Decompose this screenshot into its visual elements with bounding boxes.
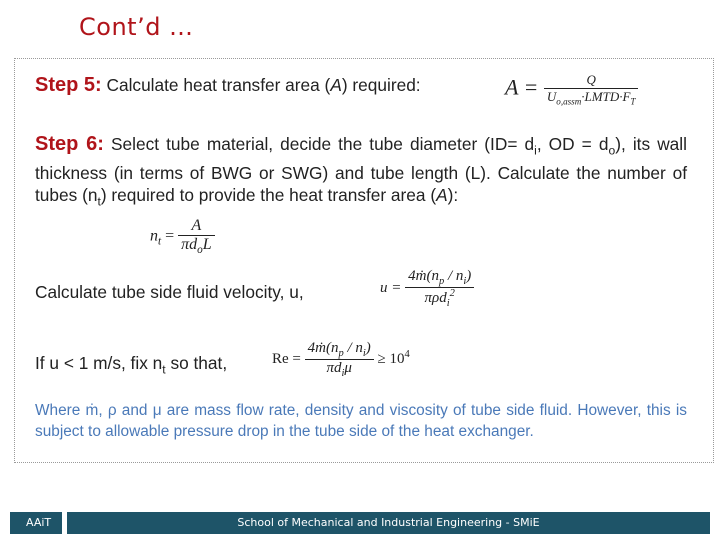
eq-tubes-denominator: $\pi d_oL$	[181, 236, 212, 257]
eq-velocity-numerator: $4ṁ(n_p / n_i)$	[405, 268, 474, 288]
step6-label: Step 6:	[35, 133, 104, 155]
step5-label: Step 5:	[35, 74, 102, 96]
step6-paragraph: Step 6: Select tube material, decide the tube diameter ($ID= d_i$, OD = $d_o$), its wall thickness (in terms of BWG or SWG) and tube length (L). Calculate the number of tubes $(n_t)$ required to provide the heat transfer area (A):	[35, 133, 687, 209]
eq-re-denominator: $\pi d_i\mu$	[326, 360, 352, 379]
equation-velocity: u = $\frac{4ṁ(n_p / n_i)}{\pi\rho d_i^2}$	[380, 268, 474, 309]
step5-var: A	[330, 75, 342, 95]
note-paragraph: Where ṁ, ρ and μ are mass flow rate, density and viscosity of tube side fluid. However, this is subject to allowable pressure drop in the tube side of the heat exchanger.	[35, 402, 687, 440]
footer-school: School of Mechanical and Industrial Engineering - SMiE	[67, 512, 710, 534]
equation-reynolds: Re = $\frac{4ṁ(n_p / n_i)}{\pi d_i\mu}$ ≥ $10^4$	[272, 340, 410, 379]
slide-title: Cont’d …	[79, 13, 194, 41]
eq-area-lhs: A =	[505, 74, 539, 100]
footer-org: AAiT	[10, 512, 62, 534]
eq-velocity-denominator: πρd$_i^2$	[424, 288, 455, 309]
step5-line	[35, 74, 421, 97]
step5-text-after: ) required:	[341, 75, 421, 95]
equation-tubes: $n_t$ = $\frac{A}{\pi d_oL}$	[150, 217, 215, 256]
fix-line: If u < 1 m/s, fix $n_t$ so that,	[35, 353, 228, 377]
equation-area	[505, 72, 638, 107]
eq-tubes-numerator: A	[178, 217, 215, 236]
velocity-line: Calculate tube side fluid velocity, u,	[35, 282, 304, 302]
eq-area-denominator: $U_{o,assm}\cdot LMTD\cdot F_T$	[546, 89, 636, 107]
eq-area-numerator: Q	[544, 72, 639, 89]
eq-re-numerator: $4ṁ(n_p / n_i)$	[305, 340, 374, 360]
eq-re-rhs: ≥ $10^4$	[377, 348, 410, 367]
step5-text-before: Calculate heat transfer area (	[106, 75, 331, 95]
